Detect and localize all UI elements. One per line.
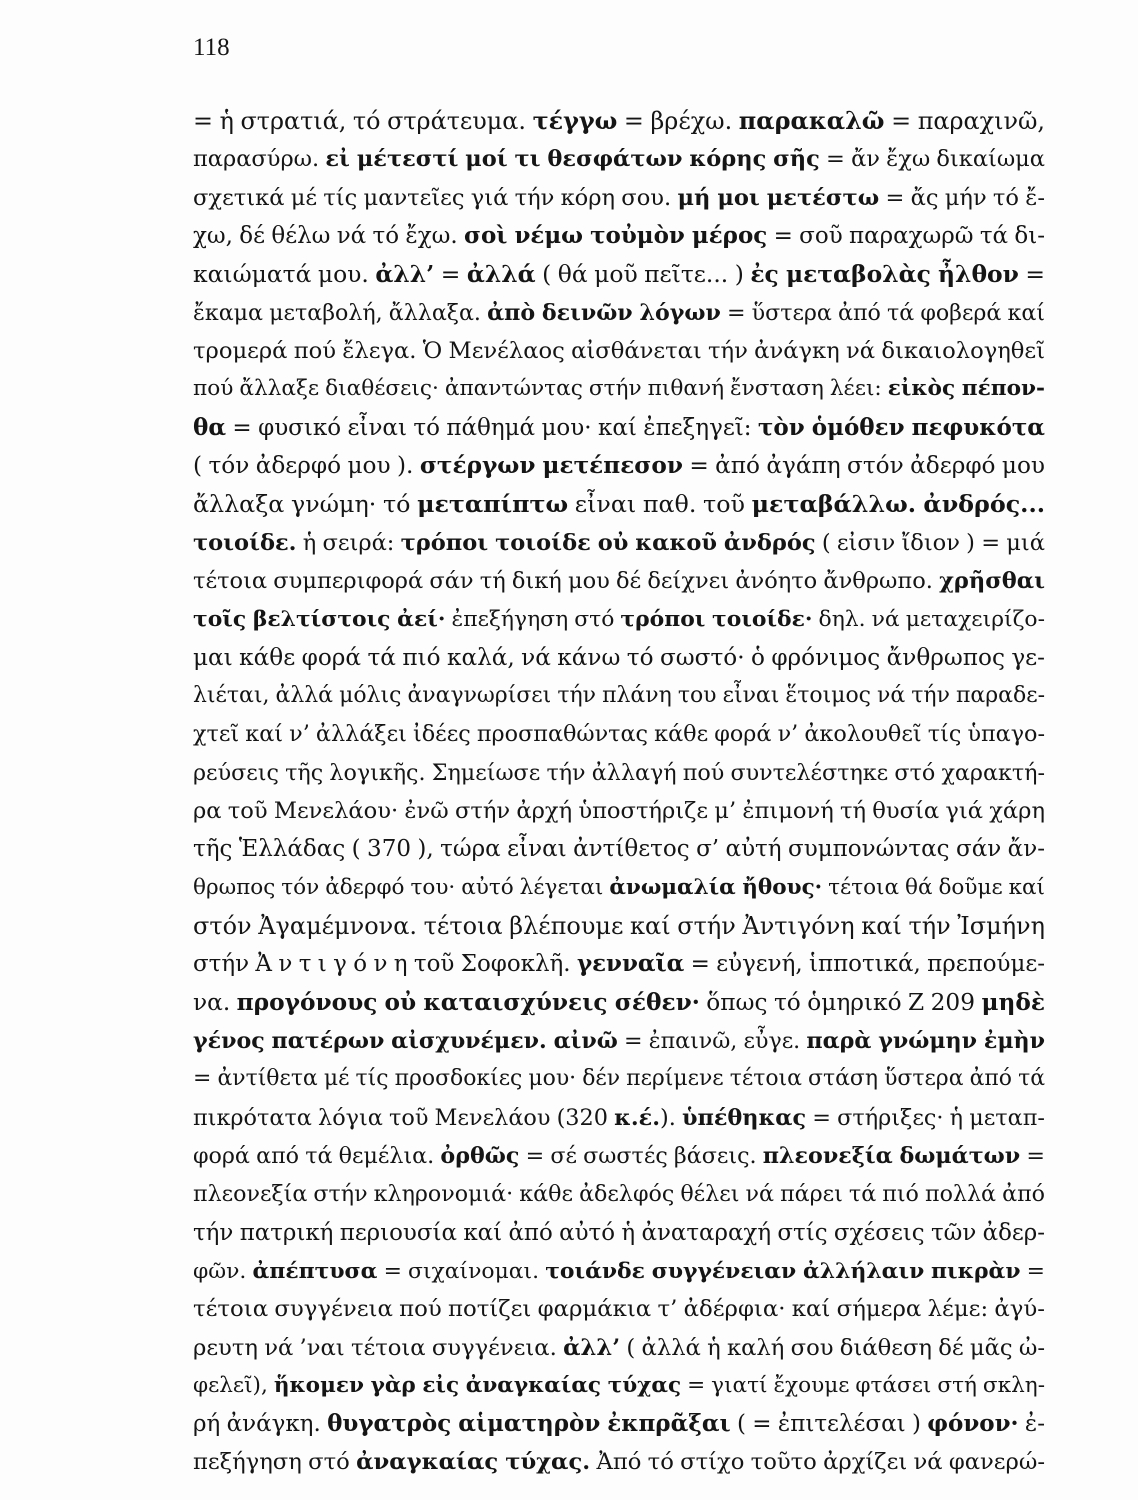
commentary-text: πεξήγηση στό [193,1449,357,1476]
commentary-text: θρωπος τόν ἀδερφό του· αὐτό λέγεται [193,874,610,900]
commentary-text: χω, δέ θέλω νά τό ἔχω. [193,222,465,249]
commentary-text: = ὕστερα ἀπό τά φοβερά καί [720,299,1045,326]
commentary-text: = [1018,260,1045,289]
commentary-text: πού ἄλλαξε διαθέσεις· ἀπαντώντας στήν πιθανή ἔνσταση λέει: [193,376,888,402]
commentary-text: ἐ- [1018,1411,1046,1438]
commentary-text: = ἐπαινῶ, εὖγε. [617,1027,807,1054]
commentary-text: εἶναι παθ. τοῦ [568,490,752,519]
commentary-text: ( εἰσιν ἴδιον ) = μιά [815,529,1045,556]
lemma-bold: μηδὲ [981,988,1045,1016]
lemma-bold: φόνον· [927,1410,1019,1438]
lemma-bold: εἰ μέτεστί μοί τι θεσφάτων κόρης σῆς [325,146,820,173]
lemma-bold: ἐς μεταβολὰς ἦλθον [750,260,1019,289]
lemma-bold: σοὶ νέμω τοὐμὸν μέρος [464,221,768,249]
commentary-text: ἐπεξήγηση στό [445,607,621,633]
commentary-text: ἡ σειρά: [296,529,401,556]
commentary-text: = εὐγενή, ἱπποτικά, πρεπούμε- [684,951,1045,978]
lemma-bold: προγόνους οὐ καταισχύνεις σέθεν· [236,988,700,1016]
commentary-text: τέτοια θά δοῦμε καί [822,874,1045,900]
commentary-text: τέτοια συμπεριφορά σάν τή δική μου δέ δείχνει ἀνόητο ἄνθρωπο. [193,567,940,594]
commentary-text: στήν Ἀ ν τ ι γ ό ν η τοῦ Σοφοκλῆ. [193,951,577,978]
commentary-text: = στήριξες· ἡ μεταπ- [806,1104,1045,1131]
lemma-bold: ὀρθῶς [440,1142,520,1169]
text-line [193,102,1045,140]
commentary-text: = ἡ στρατιά, τό στράτευμα. [193,107,533,135]
lemma-bold: στέργων μετέπεσον [419,451,683,479]
lemma-bold: τοῖς βελτίστοις ἀεί· [193,606,446,633]
commentary-text: = [1020,1258,1046,1284]
lemma-bold: μεταπίπτω [417,490,569,519]
page-number: 118 [193,34,230,61]
lemma-bold: ἀπέπτυσα [252,1257,378,1284]
commentary-text: ( ἀλλά ἡ καλή σου διάθεση δέ μᾶς ὠ- [620,1334,1045,1361]
commentary-text: τέτοια συγγένεια πού ποτίζει φαρμάκια τ’ ἀδέρφια· καί σήμερα λέμε: ἀγύ- [193,1296,1045,1323]
lemma-bold: ὑπέθηκας [681,1104,807,1131]
lemma-bold: γένος πατέρων αἰσχυνέμεν. αἰνῶ [193,1027,618,1054]
text-line [193,792,1045,830]
commentary-text: = βρέχω. [617,107,739,135]
lemma-bold: γενναῖα [576,950,685,978]
lemma-bold: τρόποι τοιοίδε· [620,606,813,633]
commentary-text: ἔκαμα μεταβολή, ἄλλαξα. [193,299,488,326]
text-line [193,830,1045,868]
commentary-text: = ἄν ἔχω δικαίωμα [819,146,1045,173]
commentary-text: ἄλλαξα γνώμη· τό [193,490,418,519]
commentary-text: = σέ σωστές βάσεις. [519,1142,763,1169]
commentary-text: παρασύρω. [193,146,326,173]
commentary-text: = σιχαίνομαι. [377,1258,546,1284]
commentary-text: σχετικά μέ τίς μαντεῖες γιά τήν κόρη σου. [193,184,678,211]
lemma-bold: ἀνωμαλία ἤθους· [609,874,823,900]
text-line [193,409,1045,447]
text-line [193,1329,1045,1367]
commentary-text: τῆς Ἑλλάδας ( 370 ), τώρα εἶναι ἀντίθετος σ’ αὐτή συμπονώντας σάν ἄν- [193,836,1045,863]
text-line [193,907,1045,945]
commentary-text: δηλ. νά μεταχειρίζο- [812,607,1045,633]
text-line [193,1405,1045,1443]
commentary-text: πικρότατα λόγια τοῦ Μενελάου (320 [193,1104,615,1131]
lemma-bold: παρὰ γνώμην ἐμὴν [806,1027,1045,1054]
commentary-text: ρή ἀνάγκη. [193,1411,328,1438]
lemma-bold: ἀπὸ δεινῶν λόγων [487,299,721,326]
text-line [193,945,1045,983]
commentary-text: ρα τοῦ Μενελάου· ἐνῶ στήν ἀρχή ὑποστήριζε μ’ ἐπιμονή τή θυσία γιά χάρη [193,797,1045,824]
text-line [193,1290,1045,1328]
lemma-bold: θα [193,413,227,441]
text-line [193,179,1045,217]
lemma-bold: ἀλλ’ [375,260,435,289]
commentary-text: πλεονεξία στήν κληρονομιά· κάθε ἀδελφός θέλει νά πάρει τά πιό πολλά ἀπό [193,1181,1045,1208]
lemma-bold: μή μοι μετέστω [677,184,880,211]
text-line [193,715,1045,753]
text-line [193,677,1045,715]
text-line [193,984,1045,1022]
text-line [193,217,1045,255]
lemma-bold: τοιοίδε. [193,529,297,556]
commentary-text: = ἀντίθετα μέ τίς προσδοκίες μου· δέν περίμενε τέτοια στάση ὕστερα ἀπό τά [193,1066,1045,1092]
commentary-text: = [1020,1142,1045,1169]
text-line [193,1060,1045,1098]
commentary-text: ρεύσεις τῆς λογικῆς. Σημείωσε τήν ἀλλαγή πού συντελέστηκε στό χαρακτή- [193,759,1045,786]
commentary-text: ρευτη νά ’ναι τέτοια συγγένεια. [193,1334,564,1361]
text-line [193,1137,1045,1175]
lemma-bold: εἰκὸς πέπον- [887,376,1045,402]
text-line [193,1252,1045,1290]
lemma-bold: παρακαλῶ [738,107,885,135]
text-line [193,1214,1045,1252]
commentary-text: = γιατί ἔχουμε φτάσει στή σκλη- [681,1372,1046,1398]
text-line [193,1175,1045,1213]
commentary-text: τήν πατρική περιουσία καί ἀπό αὐτό ἡ ἀναταραχή στίς σχέσεις τῶν ἀδερ- [193,1219,1045,1246]
commentary-text: ( = ἐπιτελέσαι ) [730,1411,928,1438]
commentary-text: μαι κάθε φορά τά πιό καλά, νά κάνω τό σωστό· ὁ φρόνιμος ἄνθρωπος γε- [193,644,1045,671]
lemma-bold: ἥκομεν γὰρ εἰς ἀναγκαίας τύχας [273,1372,682,1398]
text-line [193,485,1045,523]
commentary-text: φελεῖ), [193,1372,274,1398]
text-line [193,370,1045,408]
commentary-text: = σοῦ παραχωρῶ τά δι- [767,222,1045,249]
text-line [193,140,1045,178]
lemma-bold: τρόποι τοιοίδε οὐ κακοῦ ἀνδρός [400,529,816,556]
lemma-bold: τέγγω [532,107,618,135]
text-line [193,332,1045,370]
lemma-bold: πλεονεξία δωμάτων [762,1142,1021,1169]
lemma-bold: τοιάνδε συγγένειαν ἀλλήλαιν πικρὰν [545,1257,1021,1284]
text-line [193,524,1045,562]
text-line [193,600,1045,638]
text-line [193,562,1045,600]
lemma-bold: ἀναγκαίας τύχας. [356,1449,591,1476]
lemma-bold: θυγατρὸς αἱματηρὸν ἐκπρᾶξαι [327,1410,731,1438]
commentary-text: τρομερά πού ἔλεγα. Ὁ Μενέλαος αἰσθάνεται τήν ἀνάγκη νά δικαιολογηθεῖ [193,337,1045,364]
text-line [193,1367,1045,1405]
commentary-text: = ἀπό ἀγάπη στόν ἀδερφό μου [682,451,1045,479]
commentary-text: ( θά μοῦ πεῖτε... ) [535,260,751,289]
commentary-text: λιέται, ἀλλά μόλις ἀναγνωρίσει τήν πλάνη του εἶναι ἕτοιμος νά τήν παραδε- [193,682,1045,708]
commentary-text: φῶν. [193,1258,253,1284]
body-text [193,102,1045,1482]
text-line [193,754,1045,792]
commentary-text: = ἄς μήν τό ἔ- [879,184,1045,211]
text-line [193,869,1045,907]
commentary-text: χτεῖ καί ν’ ἀλλάξει ἰδέες προσπαθώντας κάθε φορά ν’ ἀκολουθεῖ τίς ὑπαγο- [193,721,1045,748]
commentary-text: Ἀπό τό στίχο τοῦτο ἀρχίζει νά φανερώ- [590,1449,1045,1476]
lemma-bold: ἀλλ’ [563,1334,621,1361]
text-line [193,294,1045,332]
text-line [193,255,1045,293]
commentary-text: να. [193,988,237,1016]
commentary-text: καιώματά μου. [193,260,376,289]
commentary-text: στόν Ἀγαμέμνονα. τέτοια βλέπουμε καί στήν Ἀντιγόνη καί τήν Ἰσμήνη [193,911,1045,940]
commentary-text: = φυσικό εἶναι τό πάθημά μου· καί ἐπεξηγεῖ: [226,414,758,441]
text-line [193,639,1045,677]
lemma-bold: χρῆσθαι [939,567,1045,594]
lemma-bold: ἀλλά [466,260,536,289]
commentary-text: ( τόν ἀδερφό μου ). [193,451,420,479]
text-line [193,1022,1045,1060]
lemma-bold: μεταβάλλω. ἀνδρός... [751,490,1045,519]
text-line [193,447,1045,485]
commentary-text: ). [660,1104,682,1131]
commentary-text: φορά από τά θεμέλια. [193,1142,441,1169]
lemma-bold: κ.έ. [614,1104,660,1131]
text-line [193,1099,1045,1137]
commentary-text: ὅπως τό ὁμηρικό Ζ 209 [699,988,982,1016]
lemma-bold: τὸν ὁμόθεν πεφυκότα [757,413,1045,441]
commentary-text: = παραχινῶ, [884,107,1045,135]
commentary-text: = [434,260,467,289]
text-line [193,1443,1045,1481]
